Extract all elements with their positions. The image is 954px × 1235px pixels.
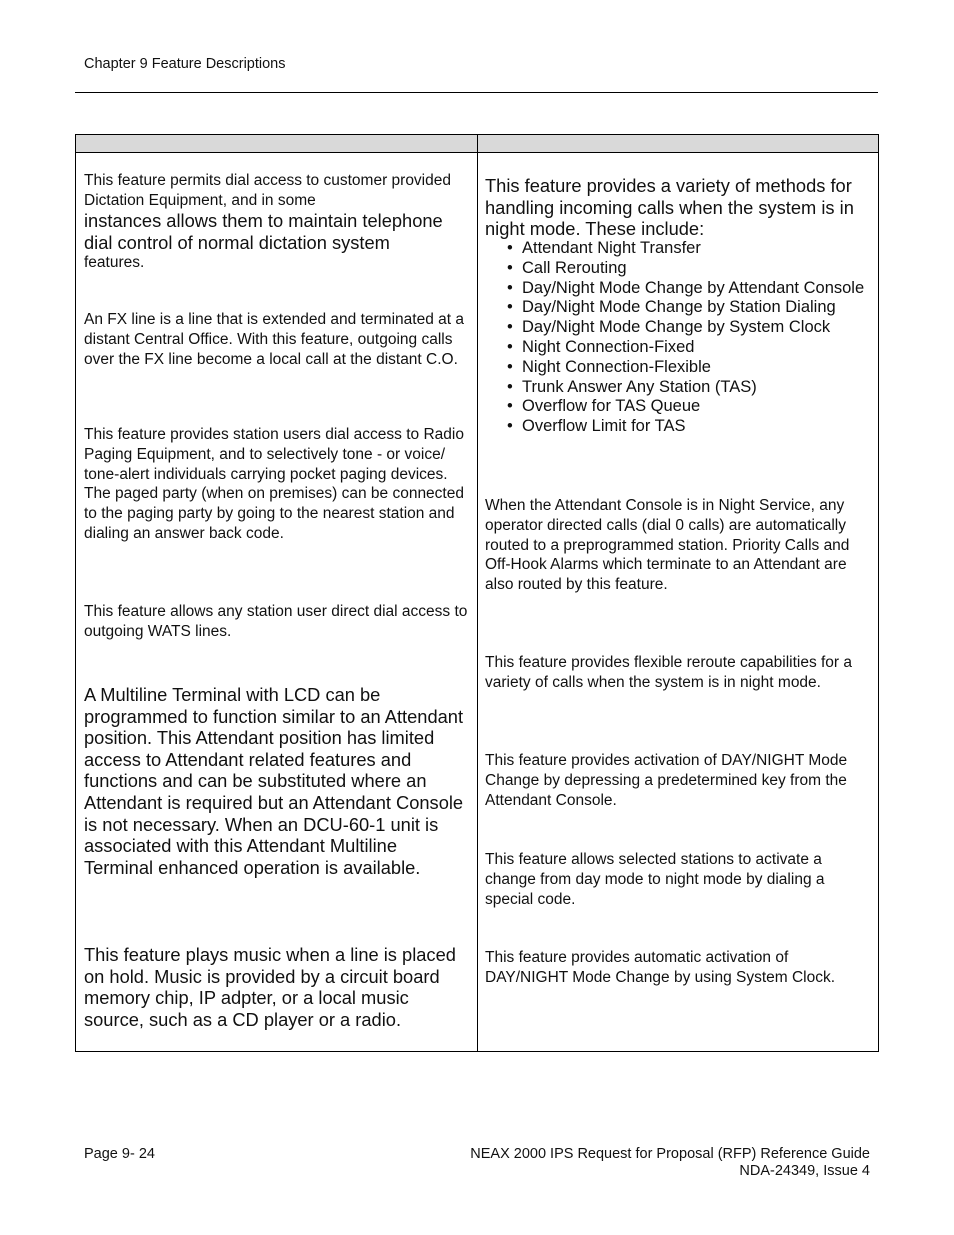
attendant-multiline-terminal-description: A Multiline Terminal with LCD can be programmed to function similar to an Attendant position. This Attendant position has limited access to Attendant related features and functions and can be substituted where an Attendant is required but an Attendant Console is not necessary. When an DCU-60-1 unit is associated with this Attendant Multiline Terminal enhanced operation is available. [84,684,464,878]
night-mode-intro: This feature provides a variety of methods for handling incoming calls when the system is in night mode. These include: [485,175,854,240]
list-item: • Attendant Night Transfer [485,239,871,259]
footer-doc-info [470,1146,870,1180]
list-item: • Trunk Answer Any Station (TAS) [485,378,871,398]
attendant-console-mode-change-description: This feature provides activation of DAY/NIGHT Mode Change by depressing a predetermined key from the Attendant Console. [485,752,848,809]
call-rerouting-description: This feature provides flexible reroute capabilities for a variety of calls when the system is in night mode. [485,654,853,691]
header-rule [75,92,878,93]
list-item: • Overflow for TAS Queue [485,397,871,417]
wats-access-description: This feature allows any station user direct dial access to outgoing WATS lines. [84,603,468,640]
station-dialing-mode-change-description: This feature allows selected stations to activate a change from day mode to night mode by dialing a special code. [485,851,825,908]
dictation-text-part-1: This feature permits dial access to customer provided Dictation Equipment, and in some [84,172,451,209]
list-item: • Night Connection-Flexible [485,358,871,378]
night-mode-feature-list-wrap [485,239,871,437]
document-id: NDA-24349, Issue 4 [739,1163,870,1179]
attendant-night-transfer-description: When the Attendant Console is in Night Service, any operator directed calls (dial 0 calls) are automatically routed to a preprogrammed station. Priority Calls and Off-Hook Alarms which terminate to an Attendant are also routed by this feature. [485,497,850,594]
feature-table [75,134,879,1052]
fx-line-description: An FX line is a line that is extended and terminated at a distant Central Office. With this feature, outgoing calls over the FX line become a local call at the distant C.O. [84,311,464,368]
radio-paging-description: This feature provides station users dial access to Radio Paging Equipment, and to selectively tone - or voice/ tone-alert individuals carrying pocket paging devices. The paged party (when on premises) can be connected to the paging party by going to the nearest station and dialing an answer back code. [84,426,464,542]
list-item: • Night Connection-Fixed [485,338,871,358]
dictation-access-description [84,171,468,273]
system-clock-mode-change-description: This feature provides automatic activation of DAY/NIGHT Mode Change by using System Clock. [485,949,836,986]
document-title: NEAX 2000 IPS Request for Proposal (RFP) Reference Guide [470,1146,870,1162]
list-item: • Day/Night Mode Change by Attendant Console [485,279,871,299]
night-mode-feature-list [485,239,871,437]
list-item: • Day/Night Mode Change by Station Dialing [485,298,871,318]
dictation-text-part-2: instances allows them to maintain telephone dial control of normal dictation system [84,210,443,253]
list-item: • Overflow Limit for TAS [485,417,871,437]
page-number: Page 9- 24 [84,1146,155,1162]
running-header: Chapter 9 Feature Descriptions [84,56,286,72]
music-on-hold-description: This feature plays music when a line is placed on hold. Music is provided by a circuit board memory chip, IP adpter, or a local music source, such as a CD player or a radio. [84,944,456,1030]
list-item: • Call Rerouting [485,259,871,279]
list-item: • Day/Night Mode Change by System Clock [485,318,871,338]
column-divider [477,135,478,1051]
dictation-text-part-3: features. [84,254,145,272]
